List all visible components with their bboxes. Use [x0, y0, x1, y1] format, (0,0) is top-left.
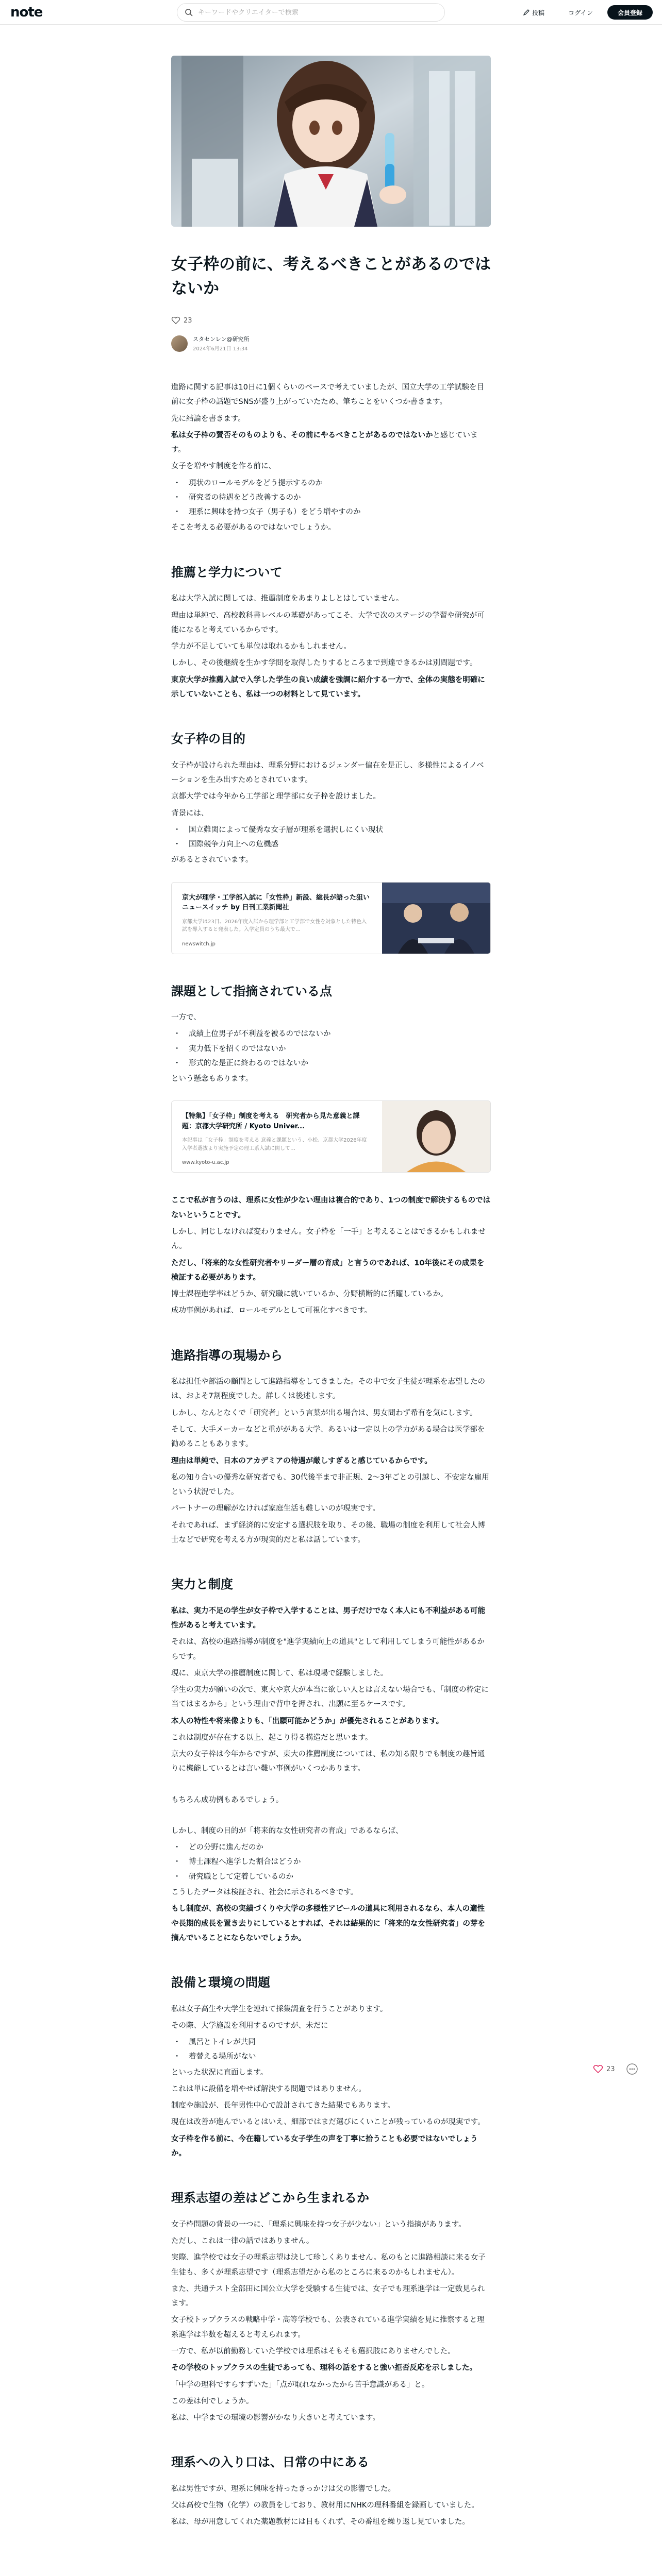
article-body	[171, 380, 491, 2532]
link-card-kyoto-u[interactable]	[171, 1100, 491, 1173]
bullet-list	[171, 1840, 491, 1884]
list-item: ・ 研究職として定着しているのか	[171, 1870, 491, 1884]
paragraph: 学生の実力が願いの次で、東大や京大が本当に欲しい人とは言えない場合でも、「制度の枠定に当てはまるから」という理由で背中を押され、出願に至るケースです。	[171, 1686, 489, 1709]
paragraph: これは単に設備を増やせば解決する問題ではありません。	[171, 2084, 366, 2093]
paragraph: こうしたデータは検証され、社会に示されるべきです。	[171, 1888, 358, 1896]
card-thumbnail	[382, 1101, 490, 1173]
card-domain: newswitch.jp	[182, 941, 216, 947]
paragraph: そこを考える必要があるのではないでしょうか。	[171, 523, 336, 532]
bullet-list	[171, 476, 491, 520]
paragraph: しかし、その後継続を生かす学問を取得したりするところまで到達できるかは別問題です。	[171, 659, 477, 668]
article-title: 女子枠の前に、考えるべきことがあるのではないか	[171, 255, 491, 298]
paragraph	[171, 673, 491, 702]
list-item: ・ 実力低下を招くのではないか	[171, 1042, 491, 1056]
search-icon	[185, 8, 193, 16]
card-description: 本記事は「女子枠」制度を考える 意義と課題という、小松、京都大学2026年度入学者選抜より実施予定の理工系入試に関して…	[182, 1138, 367, 1151]
section-heading: 設備と環境の問題	[171, 1975, 270, 1990]
paragraph	[171, 2361, 491, 2375]
paragraph: 博士課程進学率はどうか、研究職に就いているか、分野横断的に活躍しているか。	[171, 1290, 448, 1299]
bullet-list	[171, 823, 491, 852]
list-item: ・ 国立難関によって優秀な女子層が理系を選択しにくい現状	[171, 823, 491, 837]
paragraph: 一方で、	[171, 1013, 201, 1022]
card-title: 【特集】「女子枠」制度を考える 研究者から見た意義と課題：京都大学研究所 / Kyoto Univer...	[182, 1112, 360, 1130]
paragraph: 学力が不足していても単位は取れるかもしれません。	[171, 642, 351, 651]
paragraph: そして、大手メーカーなどと重ががある大学、あるいは一定以上の学力がある場合は医学部を勧めることもあります。	[171, 1426, 485, 1449]
paragraph	[171, 428, 491, 457]
link-card-newswitch[interactable]	[171, 882, 491, 954]
paragraph: 背景には、	[171, 809, 209, 818]
paragraph: 先に結論を書きます。	[171, 414, 245, 423]
card-domain: www.kyoto-u.ac.jp	[182, 1160, 229, 1166]
paragraph: があるとされています。	[171, 856, 253, 865]
paragraph: これは制度が存在する以上、起こり得る構造だと思います。	[171, 1733, 373, 1742]
avatar[interactable]	[171, 335, 188, 352]
list-item: ・ 形式的な是正に終わるのではないか	[171, 1056, 491, 1071]
paragraph: 女子校トップクラスの戦略中学・高等学校でも、公表されている進学実績を見に推察すると理系進学は半数を超えると考えられます。	[171, 2316, 485, 2339]
heart-icon	[593, 2064, 603, 2074]
bold-text: ここで私が言うのは、理系に女性が少ない理由は複合的であり、1つの制度で解決するものではないということです。	[171, 1196, 491, 1219]
paragraph: しかし、同じしなければ変わりません。女子枠を「一手」と考えることはできるかもしれません。	[171, 1228, 486, 1251]
publish-date: 2024年6月21日 13:34	[193, 346, 248, 352]
paragraph	[171, 2132, 491, 2161]
login-button[interactable]: ログイン	[568, 9, 593, 16]
text: と感じています。	[171, 431, 478, 454]
paragraph: 父は高校で生物（化学）の教員をしており、教材用にNHKの理科番組を録画していました。	[171, 2501, 479, 2510]
list-item: ・ 現状のロールモデルをどう提示するのか	[171, 476, 491, 490]
search-input[interactable]	[198, 9, 425, 16]
paragraph: 京都大学では今年から工学部と理学部に女子枠を設けました。	[171, 792, 380, 801]
list-item: ・ 着替える場所がない	[171, 2049, 491, 2064]
paragraph	[171, 1256, 491, 1285]
bullet-list	[171, 1027, 491, 1071]
card-description: 京都大学は23日、2026年度入試から理学部と工学部で女性を対象とした特色入試を導入すると発表した。入学定員のうち最大で…	[182, 919, 367, 933]
paragraph: それは、高校の進路指導が制度を"進学実績向上の道具"として利用してしまう可能性があるからです。	[171, 1638, 485, 1661]
bold-text: その学校のトップクラスの生徒であっても、理科の話をすると強い拒否反応を示しました。	[171, 2364, 477, 2372]
bold-text: もし制度が、高校の実績づくりや大学の多様性アピールの道具に利用されるなら、本人の適性や長期的成長を置き去りにしているとすれば、それは結果的に「将来的な女性研究者」の芽を摘んでいることにならないでしょうか。	[171, 1905, 485, 1942]
bold-text: 私は、実力不足の学生が女子枠で入学することは、男子だけでなく本人にも不利益がある可能性があると考えています。	[171, 1606, 485, 1630]
list-item: ・ 国際競争力向上への危機感	[171, 837, 491, 852]
bold-text: ただし、「将来的な女性研究者やリーダー層の育成」と言うのであれば、10年後にその成果を検証する必要があります。	[171, 1259, 485, 1282]
paragraph: 私は大学入試に関しては、推薦制度をあまりよしとはしていません。	[171, 595, 404, 603]
list-item: ・ 研究者の待遇をどう改善するのか	[171, 490, 491, 505]
paragraph: もちろん成功例もあるでしょう。	[171, 1795, 284, 1804]
author-info[interactable]	[171, 335, 249, 352]
share-button[interactable]	[626, 2063, 638, 2075]
site-header	[0, 0, 662, 25]
paragraph: 私は男性ですが、理系に興味を持ったきっかけは父の影響でした。	[171, 2484, 395, 2493]
section-heading: 進路指導の現場から	[171, 1348, 283, 1363]
post-button[interactable]	[516, 5, 552, 20]
pen-icon	[523, 9, 530, 16]
list-item: ・ 理系に興味を持つ女子（男子も）をどう増やすのか	[171, 505, 491, 519]
like-button-top[interactable]	[171, 316, 192, 325]
post-label: 投稿	[532, 9, 544, 16]
paragraph: 私は女子高生や大学生を連れて採集調査を行うことがあります。	[171, 2005, 388, 2013]
card-thumbnail	[382, 883, 490, 954]
hero-illustration	[171, 56, 491, 227]
paragraph: しかし、制度の目的が「将来的な女性研究者の育成」であるならば、	[171, 1826, 403, 1835]
paragraph: その際、大学施設を利用するのですが、未だに	[171, 2021, 328, 2030]
like-count: 23	[606, 2065, 615, 2073]
bold-text: 女子枠を作る前に、今在籍している女子学生の声を丁寧に拾うことも必要ではないでしょうか。	[171, 2134, 478, 2158]
paragraph: 私は、母が用意してくれた薬題教材には目もくれず、その番組を繰り返し見ていました。	[171, 2518, 470, 2527]
paragraph	[171, 1902, 491, 1945]
card-title: 京大が理学・工学部入試に「女性枠」新設、総長が語った狙い ニュースイッチ by 日刊工業新聞社	[182, 893, 370, 912]
paragraph: この差は何でしょうか。	[171, 2397, 254, 2405]
paragraph: しかし、なんとなくで「研究者」という言葉が出る場合は、男女問わず希有を気にします。	[171, 1409, 477, 1417]
section-heading: 理系志望の差はどこから生まれるか	[171, 2191, 369, 2206]
paragraph: 「中学の理科ですらすずいた」「点が取れなかったから苦手意識がある」と。	[171, 2380, 429, 2389]
paragraph: 現に、東京大学の推薦制度に関して、私は現場で経験しました。	[171, 1669, 388, 1677]
paragraph: 女子枠が設けられた理由は、理系分野におけるジェンダー偏在を是正し、多様性によるイノベーションを生み出すためとされています。	[171, 761, 484, 784]
like-button-floating[interactable]	[593, 2064, 615, 2074]
signup-button[interactable]: 会員登録	[607, 5, 653, 20]
paragraph: 私は、中学までの環境の影響がかなり大きいと考えています。	[171, 2414, 380, 2422]
paragraph	[171, 1193, 491, 1223]
like-count: 23	[184, 316, 192, 325]
author-name[interactable]: スタセンレン@研究所	[193, 336, 250, 343]
paragraph: 一方で、私が以前勤務していた学校では理系はそもそも選択肢にありませんでした。	[171, 2347, 455, 2355]
paragraph: それであれば、まず経済的に安定する選択肢を取り、その後、職場の制度を利用して社会人博士などで研究を考える方が現実的だと私は話しています。	[171, 1521, 485, 1544]
list-item: ・ 博士課程へ進学した割合はどうか	[171, 1855, 491, 1869]
search-box[interactable]	[177, 3, 445, 22]
paragraph	[171, 1454, 491, 1468]
paragraph: という懸念もあります。	[171, 1075, 253, 1083]
paragraph: 成功事例があれば、ロールモデルとして可視化すべきです。	[171, 1307, 372, 1315]
bold-text: 理由は単純で、日本のアカデミアの待遇が厳しすぎると感じているからです。	[171, 1456, 432, 1465]
share-icon	[626, 2063, 638, 2075]
paragraph	[171, 1714, 491, 1728]
paragraph	[171, 1604, 491, 1633]
paragraph: 京大の女子枠は今年からですが、東大の推薦制度については、私の知る限りでも制度の趣旨通りに機能しているとは言い難い事例がいくつかあります。	[171, 1750, 485, 1773]
paragraph: 女子枠問題の背景の一つに、「理系に興味を持つ女子が少ない」という指摘があります。	[171, 2220, 466, 2229]
section-heading: 女子枠の目的	[171, 732, 245, 747]
heart-icon	[171, 316, 180, 325]
list-item: ・ 成績上位男子が不利益を被るのではないか	[171, 1027, 491, 1041]
list-item: ・ 風呂とトイレが共同	[171, 2035, 491, 2049]
paragraph: パートナーの理解がなければ家庭生活も難しいのが現実です。	[171, 1504, 380, 1513]
paragraph: 現在は改善が進んでいるとはいえ、細部ではまだ選びにくいことが残っているのが現実です。	[171, 2118, 485, 2127]
paragraph: ただし、これは一律の話ではありません。	[171, 2237, 314, 2246]
section-heading: 課題として指摘されている点	[171, 984, 332, 998]
section-heading: 実力と制度	[171, 1577, 233, 1592]
paragraph: といった状況に直面します。	[171, 2068, 268, 2077]
bold-text: 本人の特性や将来像よりも、「出願可能かどうか」が優先されることがあります。	[171, 1717, 444, 1725]
section-heading: 理系への入り口は、日常の中にある	[171, 2455, 369, 2470]
paragraph: 理由は単純で、高校教科書レベルの基礎があってこそ、大学で次のステージの学習や研究が可能になると考えているからです。	[171, 611, 485, 634]
paragraph: 女子を増やす制度を作る前に、	[171, 462, 276, 471]
bullet-list	[171, 2035, 491, 2064]
paragraph: 私の知り合いの優秀な研究者でも、30代後半まで非正規、2〜3年ごとの引越し、不安定な雇用という状況でした。	[171, 1473, 489, 1497]
paragraph: 実際、進学校では女子の理系志望は決して珍しくありません。私のもとに進路相談に来る女子生徒も、多くが理系志望です（理系志望だから私のところに来るのかもしれません）。	[171, 2253, 486, 2277]
paragraph: 制度や施設が、長年男性中心で設計されてきた結果でもあります。	[171, 2102, 395, 2110]
note-logo[interactable]: note	[10, 5, 43, 20]
paragraph: 私は担任や部活の顧問として進路指導をしてきました。その中で女子生徒が理系を志望したのは、およそ7割程度でした。詳しくは後述します。	[171, 1378, 485, 1401]
bold-text: 私は女子枠の賛否そのものよりも、その前にやるべきことがあるのではないか	[171, 431, 433, 439]
paragraph: 進路に関する記事は10日に1個くらいのペースで考えていましたが、国立大学の工学試験を目前に女子枠の話題でSNSが盛り上がっていたため、筆ちことをいくつか書きます。	[171, 383, 484, 406]
paragraph: また、共通テスト全部田に国公立大学を受験する生徒では、女子でも理系進学は一定数見られます。	[171, 2284, 485, 2308]
section-heading: 推薦と学力について	[171, 565, 283, 580]
bold-text: 東京大学が推薦入試で入学した学生の良い成績を強調に紹介する一方で、全体の実態を明確に示していないことも、私は一つの材料として見ています。	[171, 675, 485, 699]
list-item: ・ どの分野に進んだのか	[171, 1840, 491, 1855]
